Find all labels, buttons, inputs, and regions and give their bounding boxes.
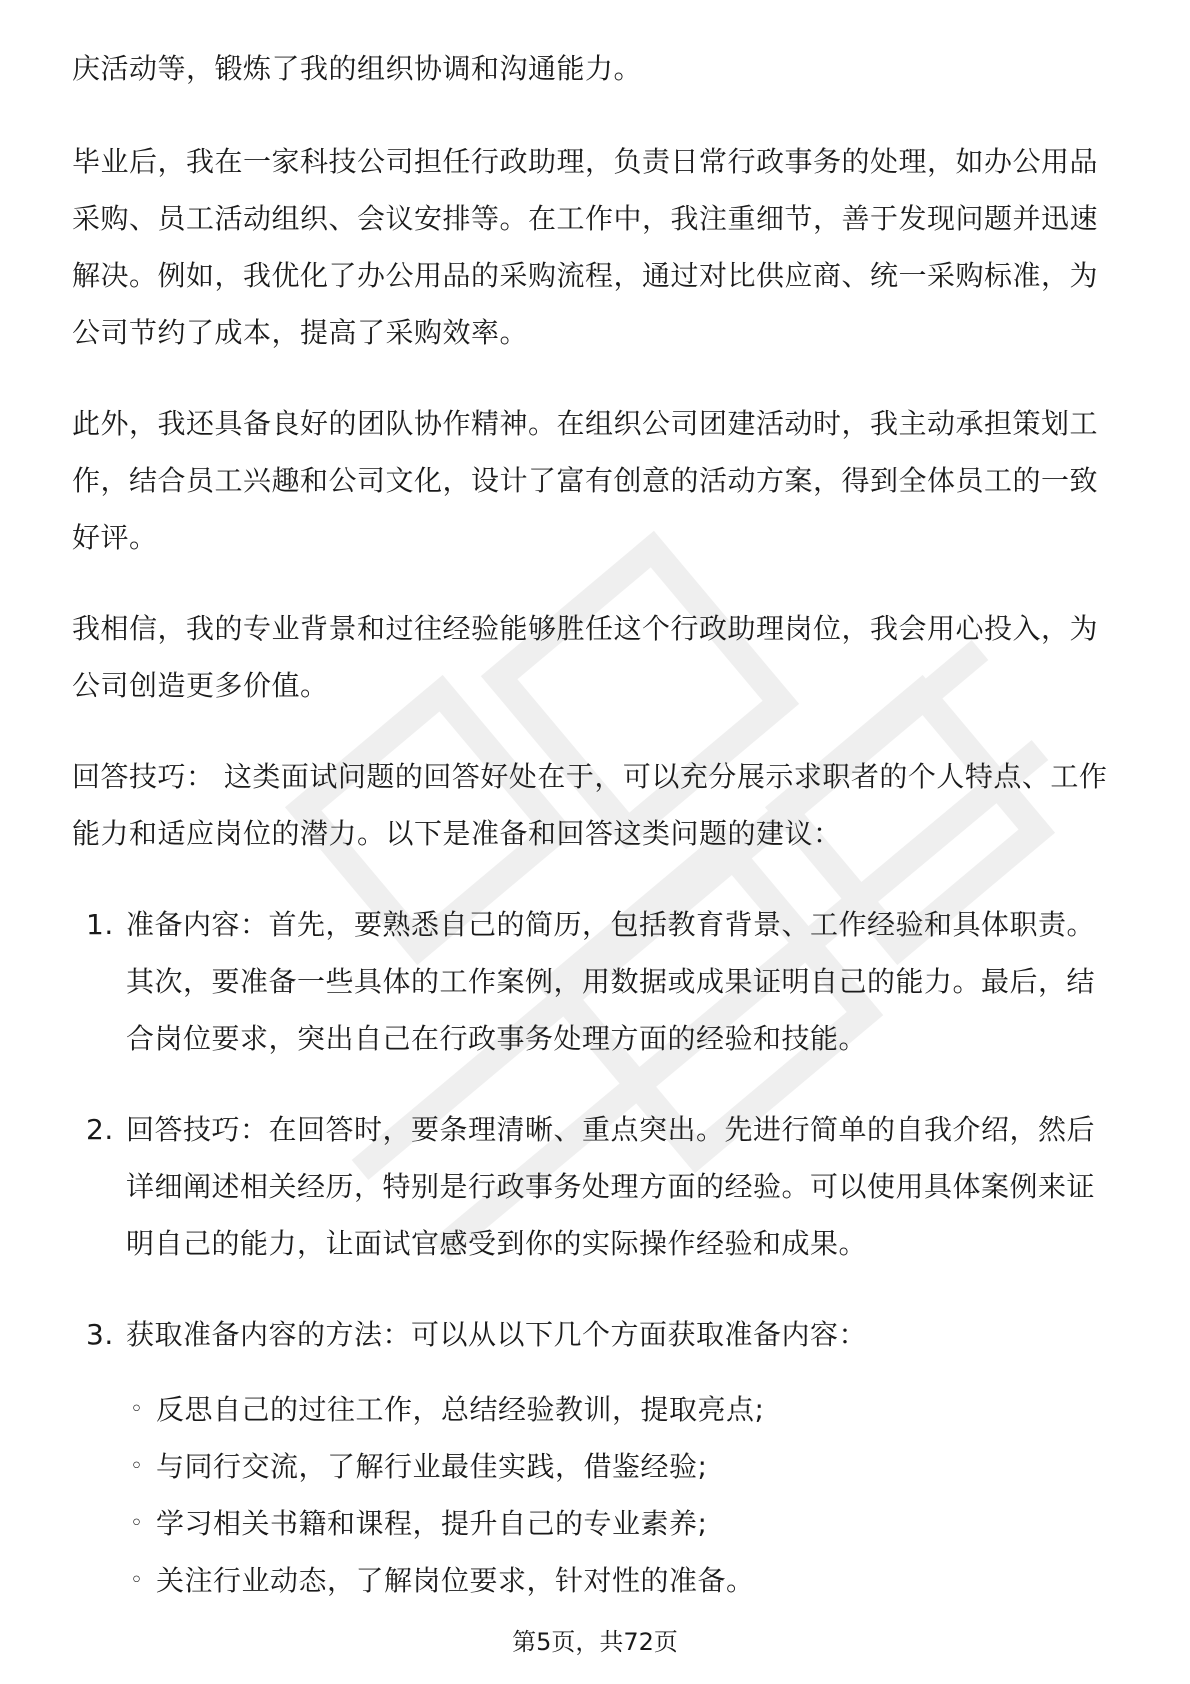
bullet-icon: ◦ bbox=[130, 1568, 144, 1593]
bullet-icon: ◦ bbox=[130, 1511, 144, 1536]
paragraph: 我相信，我的专业背景和过往经验能够胜任这个行政助理岗位，我会用心投入，为公司创造更多价值。 bbox=[72, 612, 1099, 702]
list-item-text: 回答技巧：在回答时，要条理清晰、重点突出。先进行简单的自我介绍，然后详细阐述相关经历，特别是行政事务处理方面的经验。可以使用具体案例来证明自己的能力，让面试官感受到你的实际操作经验和成果。 bbox=[126, 1113, 1096, 1260]
paragraph: 毕业后，我在一家科技公司担任行政助理，负责日常行政事务的处理，如办公用品采购、员工活动组织、会议安排等。在工作中，我注重细节，善于发现问题并迅速解决。例如，我优化了办公用品的采购流程，通过对比供应商、统一采购标准，为公司节约了成本，提高了采购效率。 bbox=[72, 145, 1099, 349]
sub-list bbox=[126, 1381, 1122, 1609]
paragraph: 此外，我还具备良好的团队协作精神。在组织公司团建活动时，我主动承担策划工作，结合员工兴趣和公司文化，设计了富有创意的活动方案，得到全体员工的一致好评。 bbox=[72, 407, 1099, 554]
sub-list-item bbox=[126, 1381, 1122, 1438]
list-item-text: 获取准备内容的方法：可以从以下几个方面获取准备内容： bbox=[126, 1318, 868, 1351]
main-content bbox=[72, 40, 1122, 1643]
sub-list-item bbox=[126, 1438, 1122, 1495]
list-number: 2. bbox=[86, 1113, 114, 1146]
list-number: 1. bbox=[86, 908, 114, 941]
sub-list-item-text: 学习相关书籍和课程，提升自己的专业素养; bbox=[156, 1507, 708, 1540]
list-number: 3. bbox=[86, 1318, 114, 1351]
answer-tips-intro: 回答技巧： 这类面试问题的回答好处在于，可以充分展示求职者的个人特点、工作能力和适应岗位的潜力。以下是准备和回答这类问题的建议： bbox=[72, 760, 1108, 850]
sub-list-item bbox=[126, 1495, 1122, 1552]
tips-list bbox=[72, 896, 1122, 1609]
sub-list-item-text: 与同行交流，了解行业最佳实践，借鉴经验; bbox=[156, 1450, 708, 1483]
sub-list-item-text: 关注行业动态，了解岗位要求，针对性的准备。 bbox=[156, 1564, 755, 1597]
list-item bbox=[72, 896, 1122, 1067]
list-item bbox=[72, 1101, 1122, 1272]
bullet-icon: ◦ bbox=[130, 1397, 144, 1422]
sub-list-item-text: 反思自己的过往工作，总结经验教训，提取亮点; bbox=[156, 1393, 765, 1426]
page-footer: 第5页，共72页 bbox=[512, 1628, 678, 1656]
list-item bbox=[72, 1306, 1122, 1609]
list-item-text: 准备内容：首先，要熟悉自己的简历，包括教育背景、工作经验和具体职责。其次，要准备一些具体的工作案例，用数据或成果证明自己的能力。最后，结合岗位要求，突出自己在行政事务处理方面的经验和技能。 bbox=[126, 908, 1096, 1055]
paragraph: 庆活动等，锻炼了我的组织协调和沟通能力。 bbox=[72, 52, 643, 85]
bullet-icon: ◦ bbox=[130, 1454, 144, 1479]
sub-list-item bbox=[126, 1552, 1122, 1609]
